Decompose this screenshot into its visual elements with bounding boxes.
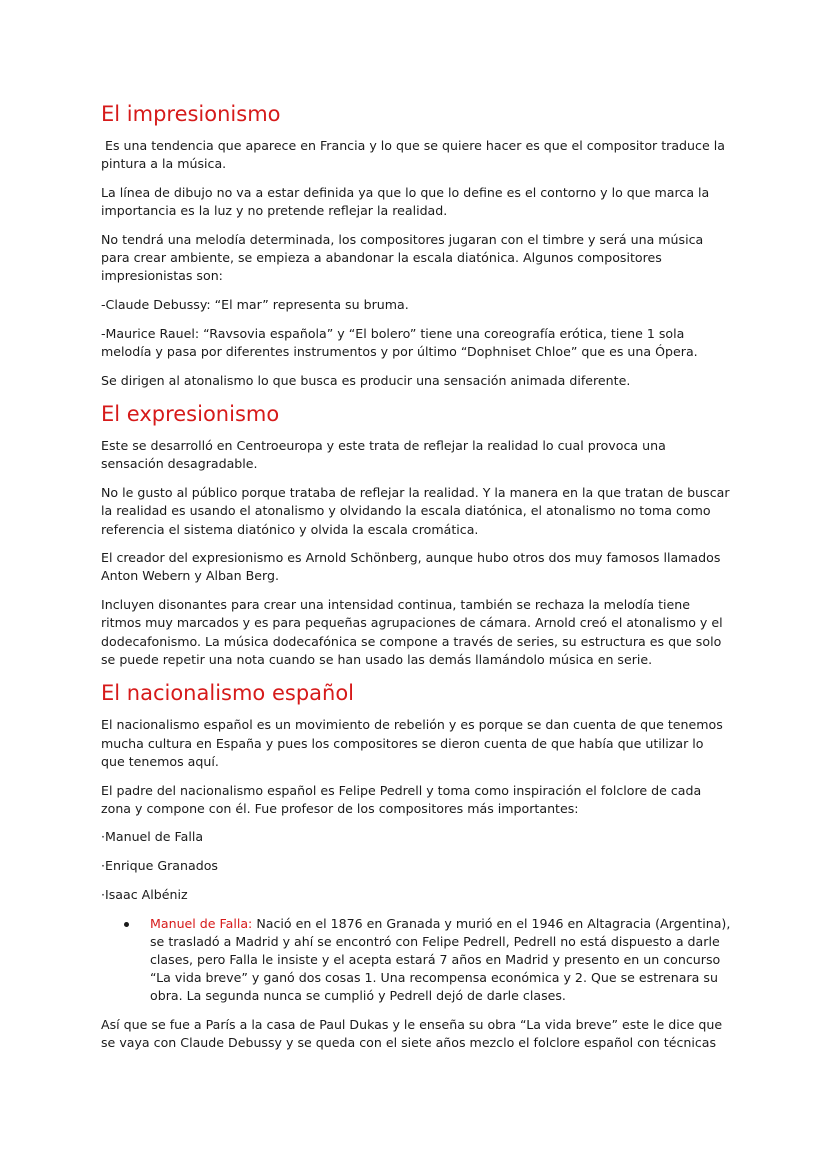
bullet-list (101, 915, 731, 1006)
list-item-composer: ·Manuel de Falla (101, 829, 204, 845)
paragraph: El padre del nacionalismo español es Felipe Pedrell y toma como inspiración el folclore de cada zona y compone con él. Fue profesor de los compositores más importantes: (101, 782, 702, 816)
bullet-label: Manuel de Falla: (150, 915, 253, 931)
paragraph: -Maurice Rauel: “Ravsovia española” y “El bolero” tiene una coreografía erótica, tiene 1 sola melodía y pasa por diferentes instrumentos y por último “Dophniset Chloe” que es una Ópera. (101, 325, 698, 359)
paragraph: Así que se fue a París a la casa de Paul Dukas y le enseña su obra “La vida breve” este le dice que se vaya con Claude Debussy y se queda con el siete años mezclo el folclore español con técnicas (101, 1017, 723, 1051)
bullet-text: Nació en el 1876 en Granada y murió en el 1946 en Altagracia (Argentina), se trasladó a Madrid y ahí se encontró con Felipe Pedrell, Pedrell no está dispuesto a darle clases, pero Falla le insiste y el acepta estará 7 años en Madrid y presento en un concurso “La vida breve” y ganó dos cosas 1. Una recompensa económica y 2. Que se estrenara su obra. La segunda nunca se cumplió y Pedrell dejó de darle clases. (150, 915, 731, 1004)
paragraph: -Claude Debussy: “El mar” representa su bruma. (101, 296, 409, 312)
heading-impresionismo: El impresionismo (101, 102, 281, 126)
document-page (101, 100, 731, 1063)
paragraph: Se dirigen al atonalismo lo que busca es producir una sensación animada diferente. (101, 372, 631, 388)
heading-nacionalismo-espanol: El nacionalismo español (101, 681, 355, 706)
paragraph: No tendrá una melodía determinada, los compositores jugaran con el timbre y será una música para crear ambiente, se empieza a abandonar la escala diatónica. Algunos compositores impresionistas son: (101, 231, 704, 284)
paragraph: El nacionalismo español es un movimiento de rebelión y es porque se dan cuenta de que tenemos mucha cultura en España y pues los compositores se dieron cuenta de que había que utilizar lo que tenemos aquí. (101, 717, 723, 769)
paragraph: La línea de dibujo no va a estar definida ya que lo que lo define es el contorno y lo que marca la importancia es la luz y no pretende reflejar la realidad. (101, 184, 710, 219)
heading-expresionismo: El expresionismo (101, 402, 280, 427)
paragraph: El creador del expresionismo es Arnold Schönberg, aunque hubo otros dos muy famosos llamados Anton Webern y Alban Berg. (101, 550, 721, 584)
bullet-item-manuel-de-falla (150, 915, 731, 1006)
paragraph: No le gusto al público porque trataba de reflejar la realidad. Y la manera en la que tratan de buscar la realidad es usando el atonalismo y olvidando la escala diatónica, el atonalismo no toma como referencia el sistema diatónico y olvida la escala cromática. (101, 485, 730, 537)
paragraph: Incluyen disonantes para crear una intensidad continua, también se rechaza la melodía tiene ritmos muy marcados y es para pequeñas agrupaciones de cámara. Arnold creó el atonalismo y el dodecafonismo. La música dodecafónica se compone a través de series, su estructura es que solo se puede repetir una nota cuando se han usado las demás llamándolo música en serie. (101, 597, 723, 667)
paragraph: Es una tendencia que aparece en Francia y lo que se quiere hacer es que el compositor traduce la pintura a la música. (101, 138, 729, 172)
list-item-composer: ·Isaac Albéniz (101, 886, 188, 902)
paragraph: Este se desarrolló en Centroeuropa y este trata de reflejar la realidad lo cual provoca una sensación desagradable. (101, 438, 666, 472)
bullet-dot-icon (124, 922, 129, 927)
list-item-composer: ·Enrique Granados (101, 858, 218, 874)
